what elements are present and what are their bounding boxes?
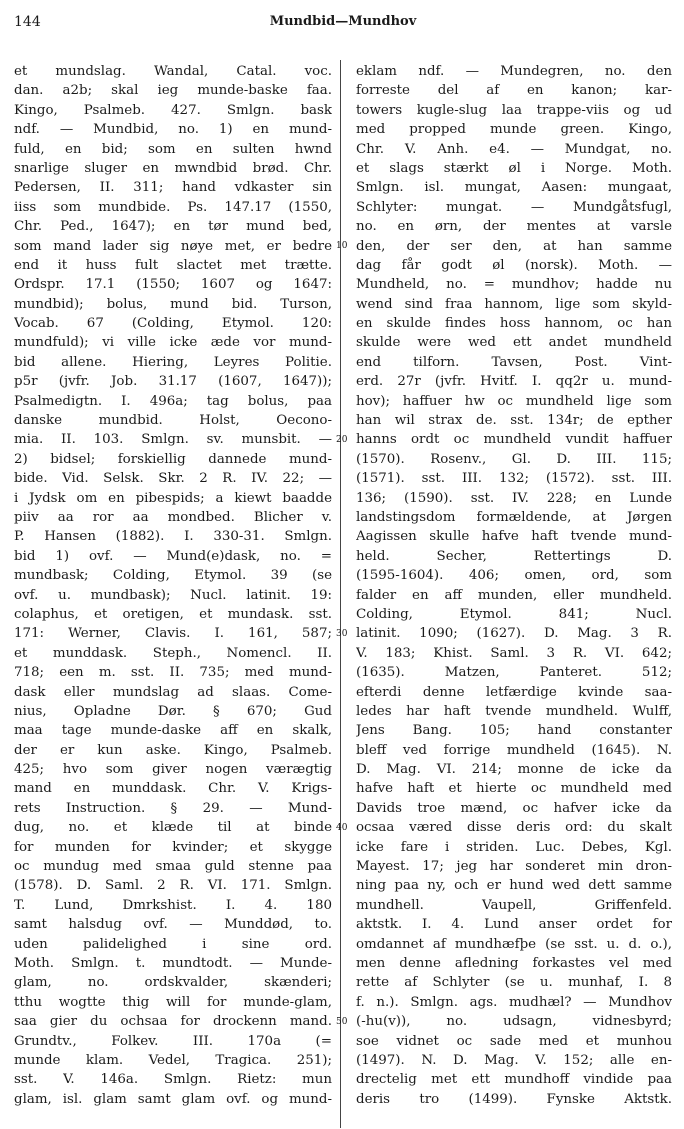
text-line: Grundtv., Folkev. III. 170a (= <box>14 1033 332 1049</box>
text-line: (1578). D. Saml. 2 R. VI. 171. Smlgn. <box>14 878 332 894</box>
text-line: colaphus, et oretigen, et mundask. sst. <box>14 606 332 622</box>
text-line: Aagissen skulle hafve haft tvende mund- <box>356 529 672 545</box>
text-line: hov); haffuer hw oc mundheld lige som <box>356 393 672 409</box>
text-line: rette af Schlyter (se u. munhaf, I. 8 <box>356 975 672 991</box>
text-line: Smlgn. isl. mungat, Aasen: mungaat, <box>356 180 672 196</box>
text-line: Psalmedigtn. I. 496a; tag bolus, paa <box>14 393 332 409</box>
text-line: som mand lader sig nøye met, er bedre <box>14 238 332 254</box>
text-line: Ordspr. 17.1 (1550; 1607 og 1647: <box>14 277 332 293</box>
text-line: hanns ordt oc mundheld vundit haffuer <box>356 432 672 448</box>
text-line: der er kun aske. Kingo, Psalmeb. <box>14 742 332 758</box>
text-line: Vocab. 67 (Colding, Etymol. 120: <box>14 316 332 332</box>
text-line: munde klam. Vedel, Tragica. 251); <box>14 1052 332 1068</box>
line-number: 40 <box>336 822 348 833</box>
left-column <box>14 62 332 1109</box>
text-line: rets Instruction. § 29. — Mund- <box>14 800 332 816</box>
text-line: Schlyter: mungat. — Mundgåtsfugl, <box>356 199 672 215</box>
text-line: wend sind fraa hannom, lige som skyld- <box>356 296 672 312</box>
text-line: den, der ser den, at han samme <box>356 238 672 254</box>
text-line: deris tro (1499). Fynske Aktstk. <box>356 1091 672 1107</box>
running-head: Mundbid—Mundhov <box>269 14 417 29</box>
text-line: 2) bidsel; forskiellig dannede mund- <box>14 451 332 467</box>
text-line: nius, Opladne Dør. § 670; Gud <box>14 703 332 719</box>
text-line: forreste del af en kanon; kar- <box>356 83 672 99</box>
text-line: end tilforn. Tavsen, Post. Vint- <box>356 354 672 370</box>
text-line: ning paa ny, och er hund wed dett samme <box>356 878 672 894</box>
text-line: oc mundug med smaa guld stenne paa <box>14 859 332 875</box>
text-line: (1595-1604). 406; omen, ord, som <box>356 568 672 584</box>
text-line: dag får godt øl (norsk). Moth. — <box>356 257 672 273</box>
text-line: mia. II. 103. Smlgn. sv. munsbit. — <box>14 432 332 448</box>
text-line: held. Secher, Rettertings D. <box>356 548 672 564</box>
text-line: erd. 27r (jvfr. Hvitf. I. qq2r u. mund- <box>356 374 672 390</box>
text-line: sst. V. 146a. Smlgn. Rietz: mun <box>14 1072 332 1088</box>
column-divider <box>340 60 341 1128</box>
text-line: latinit. 1090; (1627). D. Mag. 3 R. <box>356 626 672 642</box>
page-number: 144 <box>14 14 41 30</box>
text-line: danske mundbid. Holst, Oecono- <box>14 413 332 429</box>
text-line: bid allene. Hiering, Leyres Politie. <box>14 354 332 370</box>
text-line: 136; (1590). sst. IV. 228; en Lunde <box>356 490 672 506</box>
text-line: glam, no. ordskvalder, skænderi; <box>14 975 332 991</box>
text-line: dan. a2b; skal ieg munde-baske faa. <box>14 83 332 99</box>
text-line: mand en munddask. Chr. V. Krigs- <box>14 781 332 797</box>
line-number: 30 <box>336 628 348 639</box>
text-line: falder en aff munden, eller mundheld. <box>356 587 672 603</box>
text-line: iiss som mundbide. Ps. 147.17 (1550, <box>14 199 332 215</box>
text-line: et slags stærkt øl i Norge. Moth. <box>356 160 672 176</box>
text-line: med propped munde green. Kingo, <box>356 122 672 138</box>
text-line: (1571). sst. III. 132; (1572). sst. III. <box>356 471 672 487</box>
text-line: (-hu(v)), no. udsagn, vidnesbyrd; <box>356 1014 672 1030</box>
text-line: maa tage munde-daske aff en skalk, <box>14 723 332 739</box>
text-line: V. 183; Khist. Saml. 3 R. VI. 642; <box>356 645 672 661</box>
text-line: ndf. — Mundbid, no. 1) en mund- <box>14 122 332 138</box>
text-line: icke fare i striden. Luc. Debes, Kgl. <box>356 839 672 855</box>
text-line: no. en ørn, der mentes at varsle <box>356 219 672 235</box>
text-line: ocsaa væred disse deris ord: du skalt <box>356 820 672 836</box>
text-line: Kingo, Psalmeb. 427. Smlgn. bask <box>14 102 332 118</box>
text-line: mundbask; Colding, Etymol. 39 (se <box>14 568 332 584</box>
text-line: T. Lund, Dmrkshist. I. 4. 180 <box>14 897 332 913</box>
text-line: omdannet af mundhæfþe (se sst. u. d. o.), <box>356 936 672 952</box>
text-line: 425; hvo som giver nogen værægtig <box>14 762 332 778</box>
text-line: piiv aa ror aa mondbed. Blicher v. <box>14 509 332 525</box>
text-line: Mayest. 17; jeg har sonderet min dron- <box>356 859 672 875</box>
text-line: Pedersen, II. 311; hand vdkaster sin <box>14 180 332 196</box>
text-line: samt halsdug ovf. — Munddød, to. <box>14 917 332 933</box>
text-line: towers kugle-slug laa trappe-viis og ud <box>356 102 672 118</box>
text-line: bid 1) ovf. — Mund(e)dask, no. = <box>14 548 332 564</box>
text-line: men denne afledning forkastes vel med <box>356 955 672 971</box>
text-line: fuld, en bid; som en sulten hwnd <box>14 141 332 157</box>
text-line: dug, no. et klæde til at binde <box>14 820 332 836</box>
text-line: ovf. u. mundbask); Nucl. latinit. 19: <box>14 587 332 603</box>
text-line: skulde were wed ett andet mundheld <box>356 335 672 351</box>
text-line: mundhell. Vaupell, Griffenfeld. <box>356 897 672 913</box>
text-line: eklam ndf. — Mundegren, no. den <box>356 64 672 79</box>
line-number: 20 <box>336 434 348 445</box>
text-line: 718; een m. sst. II. 735; med mund- <box>14 665 332 681</box>
text-line: aktstk. I. 4. Lund anser ordet for <box>356 917 672 933</box>
text-line: snarlige sluger en mwndbid brød. Chr. <box>14 160 332 176</box>
text-line: bide. Vid. Selsk. Skr. 2 R. IV. 22; — <box>14 471 332 487</box>
text-line: (1497). N. D. Mag. V. 152; alle en- <box>356 1052 672 1068</box>
text-line: et munddask. Steph., Nomencl. II. <box>14 645 332 661</box>
text-line: soe vidnet oc sade med et munhou <box>356 1033 672 1049</box>
text-line: for munden for kvinder; et skygge <box>14 839 332 855</box>
text-line: Chr. Ped., 1647); en tør mund bed, <box>14 219 332 235</box>
text-line: p5r (jvfr. Job. 31.17 (1607, 1647)); <box>14 374 332 390</box>
line-number: 50 <box>336 1016 348 1027</box>
text-line: (1570). Rosenv., Gl. D. III. 115; <box>356 451 672 467</box>
page-header <box>14 14 672 38</box>
text-line: et mundslag. Wandal, Catal. voc. <box>14 64 332 79</box>
text-line: uden palidelighed i sine ord. <box>14 936 332 952</box>
text-line: efterdi denne letfærdige kvinde saa- <box>356 684 672 700</box>
text-line: f. n.). Smlgn. ags. mudhæl? — Mundhov <box>356 994 672 1010</box>
text-line: Davids troe mænd, oc hafver icke da <box>356 800 672 816</box>
text-line: saa gier du ochsaa for drockenn mand. <box>14 1014 332 1030</box>
text-line: ledes har haft tvende mundheld. Wulff, <box>356 703 672 719</box>
text-line: 171: Werner, Clavis. I. 161, 587; <box>14 626 332 642</box>
text-line: Mundheld, no. = mundhov; hadde nu <box>356 277 672 293</box>
text-line: Jens Bang. 105; hand constanter <box>356 723 672 739</box>
text-line: Moth. Smlgn. t. mundtodt. — Munde- <box>14 955 332 971</box>
text-line: glam, isl. glam samt glam ovf. og mund- <box>14 1091 332 1107</box>
text-line: Chr. V. Anh. e4. — Mundgat, no. <box>356 141 672 157</box>
text-line: mundbid); bolus, mund bid. Turson, <box>14 296 332 312</box>
text-line: drectelig met ett mundhoff vindide paa <box>356 1072 672 1088</box>
text-line: Colding, Etymol. 841; Nucl. <box>356 606 672 622</box>
text-line: D. Mag. VI. 214; monne de icke da <box>356 762 672 778</box>
text-line: end it huss fult slactet met trætte. <box>14 257 332 273</box>
text-line: P. Hansen (1882). I. 330-31. Smlgn. <box>14 529 332 545</box>
right-column <box>356 62 672 1109</box>
text-line: han wil strax de. sst. 134r; de epther <box>356 413 672 429</box>
text-line: dask eller mundslag ad slaas. Come- <box>14 684 332 700</box>
text-line: (1635). Matzen, Panteret. 512; <box>356 665 672 681</box>
text-line: tthu wogtte thig will for munde-glam, <box>14 994 332 1010</box>
text-line: mundfuld); vi ville icke æde vor mund- <box>14 335 332 351</box>
line-number: 10 <box>336 240 348 251</box>
text-line: bleff ved forrige mundheld (1645). N. <box>356 742 672 758</box>
text-line: i Jydsk om en pibespids; a kiewt baadde <box>14 490 332 506</box>
text-line: hafve haft et hierte oc mundheld med <box>356 781 672 797</box>
text-line: landstingsdom formældende, at Jørgen <box>356 509 672 525</box>
text-line: en skulde findes hoss hannom, oc han <box>356 316 672 332</box>
